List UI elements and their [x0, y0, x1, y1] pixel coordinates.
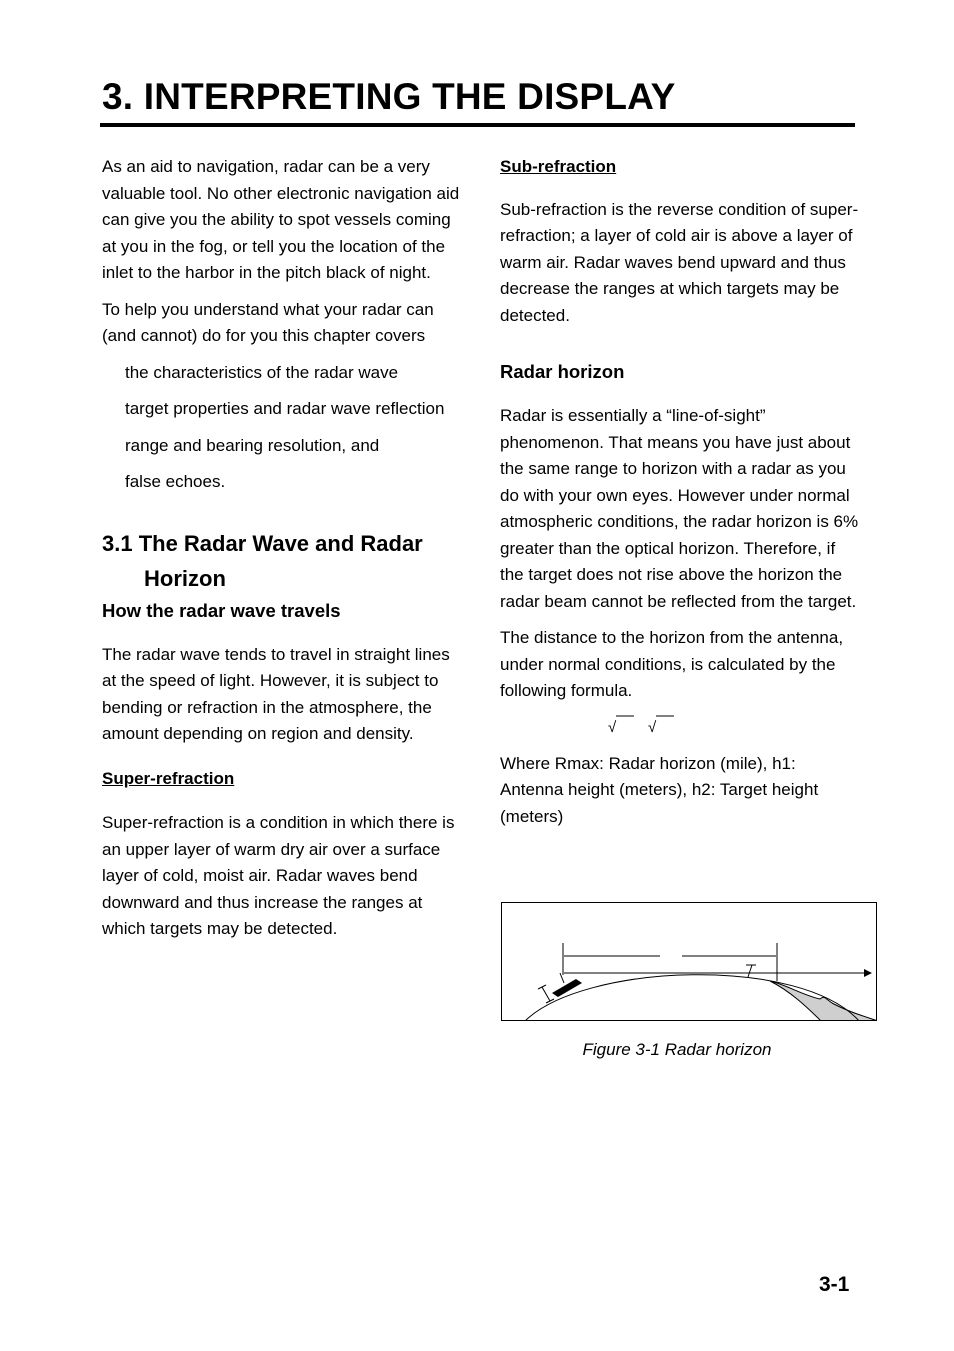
horizon-formula — [500, 715, 860, 751]
list-item: range and bearing resolution, and — [125, 435, 380, 455]
travel-paragraph: The radar wave tends to travel in straight lines at the speed of light. However, it is subject to bending or refraction in the atmosphere, the amount depending on region and density. — [102, 644, 450, 743]
page-number: 3-1 — [819, 1273, 850, 1296]
radar-horizon-heading: Radar horizon — [500, 361, 625, 382]
super-refraction-paragraph: Super-refraction is a condition in which there is an upper layer of warm dry air over a surface layer of cold, moist air. Radar waves bend downward and thus increase the ranges at which targets may be detected. — [102, 813, 455, 938]
sub-refraction-paragraph: Sub-refraction is the reverse condition of super-refraction; a layer of cold air is above a layer of warm air. Radar waves bend upward and thus decrease the ranges at which targets may be detected. — [500, 199, 859, 325]
radical-sign-1: √ — [608, 718, 617, 736]
topic-list — [102, 360, 462, 496]
radar-horizon-diagram — [502, 903, 877, 1021]
super-refraction-heading: Super-refraction — [102, 768, 235, 788]
intro-paragraph-2: To help you understand what your radar can (and cannot) do for you this chapter covers — [102, 299, 434, 345]
radical-bar-1 — [616, 715, 636, 719]
radical-sign-2: √ — [648, 718, 657, 736]
ship-icon — [552, 979, 582, 997]
target-height-marker — [748, 965, 752, 977]
subheading-how-wave-travels: How the radar wave travels — [102, 599, 341, 621]
figure-caption: Figure 3-1 Radar horizon — [582, 1040, 772, 1059]
radar-horizon-figure — [501, 902, 877, 1021]
title-rule — [100, 123, 855, 127]
beam-arrow-icon — [864, 969, 872, 977]
list-item: false echoes. — [125, 472, 226, 491]
sub-refraction-heading: Sub-refraction — [500, 157, 617, 176]
antenna-height-marker — [542, 987, 550, 1001]
chapter-title: 3. INTERPRETING THE DISPLAY — [102, 76, 676, 117]
radical-bar-2 — [656, 715, 676, 719]
section-heading — [102, 526, 462, 596]
list-item: target properties and radar wave reflection — [125, 399, 445, 418]
section-heading-line-1: 3.1 The Radar Wave and Radar — [102, 530, 423, 556]
section-heading-line-2: Horizon — [144, 565, 226, 591]
terrain-target — [770, 981, 877, 1021]
antenna-height-tick-top — [538, 985, 546, 989]
right-column — [500, 154, 860, 830]
list-item: the characteristics of the radar wave — [125, 362, 399, 382]
where-paragraph: Where Rmax: Radar horizon (mile), h1: Antenna height (meters), h2: Target height (meters) — [500, 753, 819, 826]
left-column — [102, 154, 462, 943]
intro-paragraph-1: As an aid to navigation, radar can be a very valuable tool. No other electronic navigation aid can give you the ability to spot vessels coming at you in the fog, or tell you the location of the inlet to the harbor in the pitch black of night. — [102, 157, 460, 282]
radar-horizon-paragraph-2: The distance to the horizon from the antenna, under normal conditions, is calculated by the following formula. — [500, 628, 844, 700]
radar-horizon-paragraph-1: Radar is essentially a “line-of-sight” phenomenon. That means you have just about the same range to horizon with a radar as you do with your own eyes. However under normal atmospheric conditions, the radar horizon is 6% greater than the optical horizon. Therefore, if the target does not rise above the horizon the radar beam cannot be reflected from the target. — [500, 406, 859, 611]
